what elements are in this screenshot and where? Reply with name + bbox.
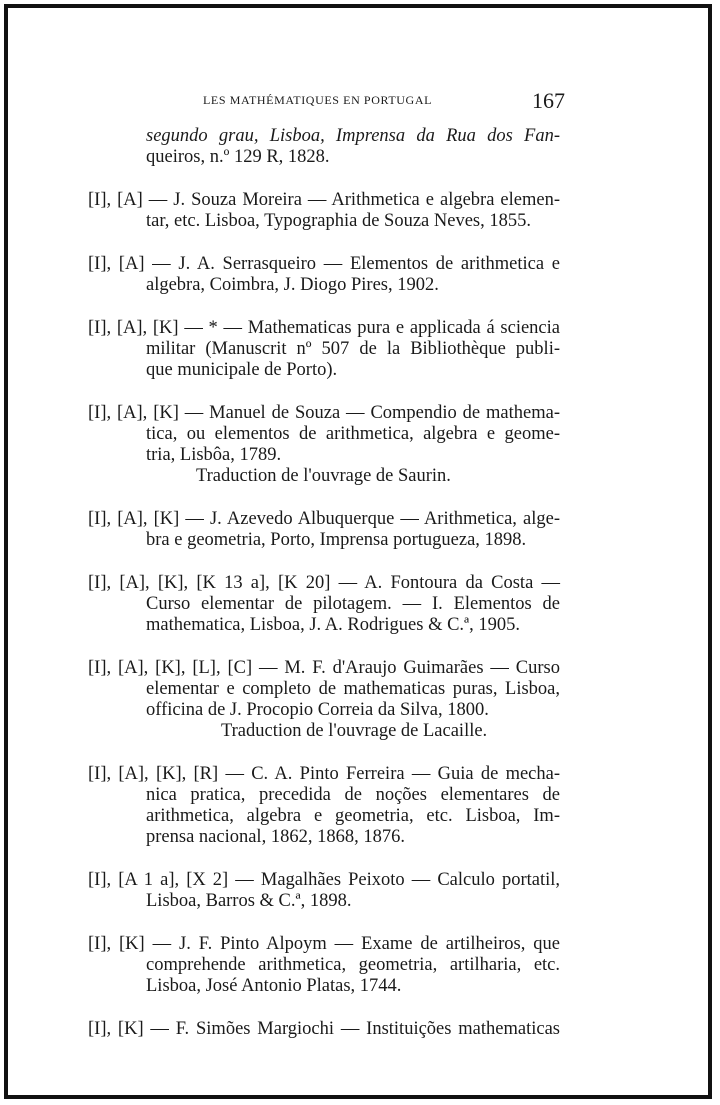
bibliography-entry: [88, 509, 560, 551]
entry-line: [I], [A], [K] — J. Azevedo Albuquerque — Arithmetica, alge-: [88, 509, 560, 529]
entry-line: [I], [A 1 a], [X 2] — Magalhães Peixoto — Calculo portatil,: [88, 870, 560, 890]
entry-line: segundo grau, Lisboa, Imprensa da Rua dos Fan-: [146, 126, 560, 146]
running-title: LES MATHÉMATIQUES EN PORTUGAL: [203, 93, 433, 107]
bibliography-entry: [88, 934, 560, 997]
bibliography-entry: [88, 318, 560, 381]
entry-line: tar, etc. Lisboa, Typographia de Souza Neves, 1855.: [146, 211, 531, 231]
bibliography-entry: [88, 573, 560, 636]
entry-line: tica, ou elementos de arithmetica, algebra e geome-: [146, 424, 560, 444]
entry-line: [I], [A], [K], [R] — C. A. Pinto Ferreira — Guia de mecha-: [88, 764, 560, 784]
entry-line: tria, Lisbôa, 1789.: [146, 445, 282, 465]
bibliography-entry: [88, 870, 560, 912]
entry-line: militar (Manuscrit nº 507 de la Bibliothèque publi-: [146, 339, 560, 359]
bibliography-entry: [88, 1019, 560, 1040]
page-number: 167: [532, 88, 565, 113]
entry-line: que municipale de Porto).: [146, 360, 338, 380]
entry-line: [I], [K] — F. Simões Margiochi — Instituições mathematicas: [88, 1019, 560, 1039]
entry-line: [I], [K] — J. F. Pinto Alpoym — Exame de artilheiros, que: [88, 934, 560, 954]
page-header: [0, 88, 720, 118]
bibliography-entry: [88, 403, 560, 487]
bibliography-entry: [88, 254, 560, 296]
entry-line: prensa nacional, 1862, 1868, 1876.: [146, 827, 405, 847]
entry-line: comprehende arithmetica, geometria, artilharia, etc.: [146, 955, 560, 975]
entry-line: mathematica, Lisboa, J. A. Rodrigues & C.ª, 1905.: [146, 615, 521, 635]
bibliography-entry: [88, 126, 560, 168]
entry-line: [I], [A] — J. A. Serrasqueiro — Elementos de arithmetica e: [88, 254, 560, 274]
entry-line: nica pratica, precedida de noções elementares de: [146, 785, 560, 805]
entry-line: [I], [A], [K] — * — Mathematicas pura e applicada á sciencia: [88, 318, 560, 338]
translation-note: Traduction de l'ouvrage de Saurin.: [196, 466, 451, 486]
bibliography-list: [88, 126, 560, 1062]
entry-line: [I], [A], [K] — Manuel de Souza — Compendio de mathema-: [88, 403, 560, 423]
translation-note: Traduction de l'ouvrage de Lacaille.: [221, 721, 488, 741]
entry-line: bra e geometria, Porto, Imprensa portugueza, 1898.: [146, 530, 527, 550]
bibliography-entry: [88, 658, 560, 742]
bibliography-entry: [88, 190, 560, 232]
entry-line: [I], [A] — J. Souza Moreira — Arithmetica e algebra elemen-: [88, 190, 560, 210]
entry-line: [I], [A], [K], [K 13 a], [K 20] — A. Fontoura da Costa —: [88, 573, 560, 593]
entry-line: officina de J. Procopio Correia da Silva, 1800.: [146, 700, 489, 720]
entry-line: arithmetica, algebra e geometria, etc. Lisboa, Im-: [146, 806, 560, 826]
entry-line: elementar e completo de mathematicas puras, Lisboa,: [146, 679, 560, 699]
entry-line: Curso elementar de pilotagem. — I. Elementos de: [146, 594, 560, 614]
entry-line: Lisboa, José Antonio Platas, 1744.: [146, 976, 402, 996]
entry-line: [I], [A], [K], [L], [C] — M. F. d'Araujo Guimarães — Curso: [88, 658, 560, 678]
entry-line: queiros, n.º 129 R, 1828.: [146, 147, 330, 167]
entry-line: Lisboa, Barros & C.ª, 1898.: [146, 891, 352, 911]
bibliography-entry: [88, 764, 560, 848]
entry-line: algebra, Coimbra, J. Diogo Pires, 1902.: [146, 275, 439, 295]
